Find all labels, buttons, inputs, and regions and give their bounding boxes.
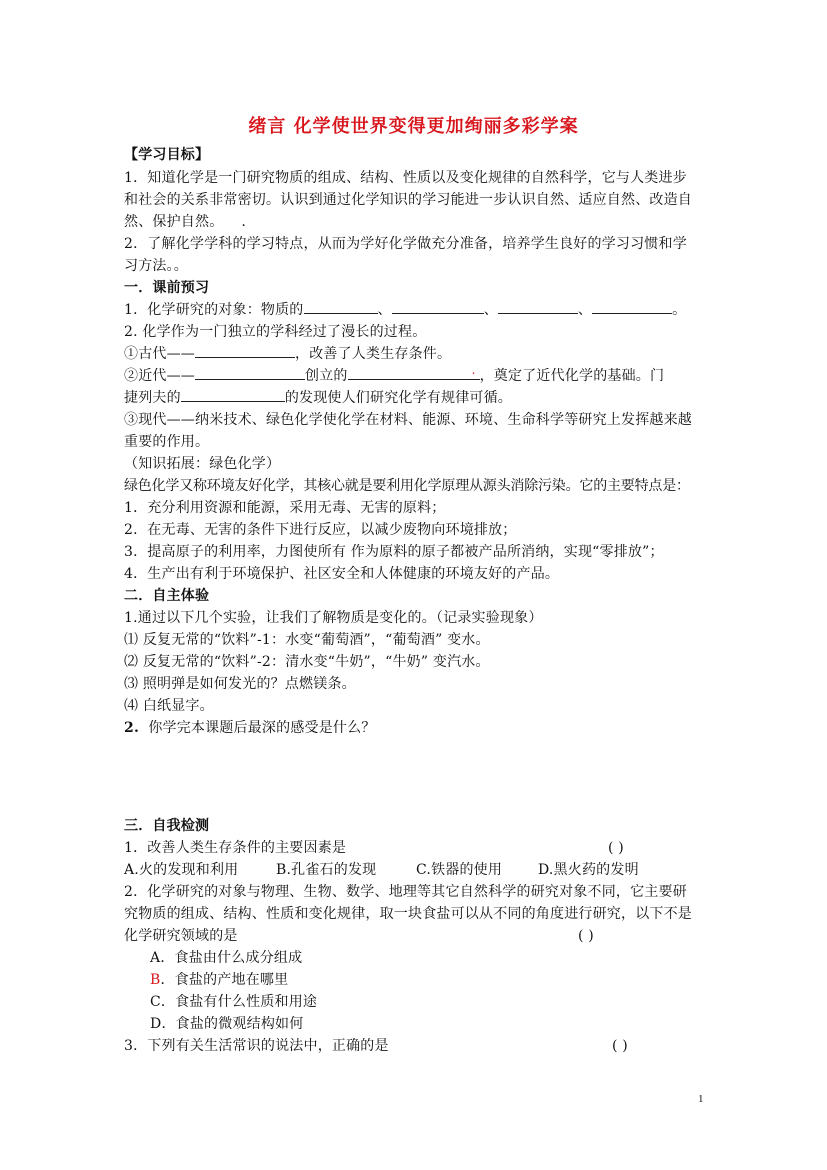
experiment-4: ⑷ 白纸显字。 xyxy=(124,698,214,714)
goal-1-line-3-text: 然、保护自然。 xyxy=(124,214,224,230)
fill-blank[interactable] xyxy=(498,300,578,314)
experience-q2-text: 你学完本课题后最深的感受是什么？ xyxy=(148,720,376,736)
separator: 、 xyxy=(377,302,392,318)
separator: 、 xyxy=(577,302,593,318)
check-q1 xyxy=(124,838,664,858)
check-q3-text: 3．下列有关生活常识的说法中，正确的是 xyxy=(124,1038,389,1054)
fill-blank[interactable] xyxy=(392,300,484,314)
preview-mendeleev xyxy=(124,388,512,408)
experience-q2-number: 2. xyxy=(124,720,140,736)
extension-intro: 绿色化学又称环境友好化学，其核心就是要利用化学原理从源头消除污染。它的主要特点是： xyxy=(124,478,690,494)
mendeleev-text-2: 的发现使人们研究化学有规律可循。 xyxy=(284,390,513,406)
modern-text-2: ，奠定了近代化学的基础。门 xyxy=(479,368,665,384)
preview-ancient xyxy=(124,344,451,364)
preview-current-2: 重要的作用。 xyxy=(124,434,210,450)
check-q2-text: 化学研究领域的是 xyxy=(124,928,238,944)
preview-current-1: ③现代——纳米技术、绿色化学使化学在材料、能源、环境、生命科学等研究上发挥越来越 xyxy=(124,412,692,428)
option-b: B.孔雀石的发现 xyxy=(276,862,377,878)
separator: 、 xyxy=(483,302,498,318)
goals-heading: 【学习目标】 xyxy=(124,147,210,163)
option-text: ．食盐有什么性质和用途 xyxy=(160,994,318,1010)
experiment-1: ⑴ 反复无常的“饮料”-1：水变“葡萄酒”，“葡萄酒” 变水。 xyxy=(124,632,490,648)
check-q1-text: 1．改善人类生存条件的主要因素是 xyxy=(124,840,347,856)
check-q2-line-2: 究物质的组成、结构、性质和变化规律，取一块食盐可以从不同的角度进行研究，以下不是 xyxy=(124,906,692,922)
mendeleev-text-1: 捷列夫的 xyxy=(124,390,181,406)
answer-parentheses: ( ) xyxy=(578,928,594,944)
fill-blank[interactable] xyxy=(195,366,305,380)
check-q2-option-d xyxy=(150,1014,303,1034)
option-letter-highlighted: B xyxy=(150,972,161,988)
ancient-label: ①古代—— xyxy=(124,346,195,362)
option-d: D.黑火药的发明 xyxy=(538,862,639,878)
extension-heading: （知识拓展：绿色化学） xyxy=(124,456,281,472)
extension-item-4: 4．生产出有利于环境保护、社区安全和人体健康的环境友好的产品。 xyxy=(124,566,560,582)
option-c: C.铁器的使用 xyxy=(416,862,503,878)
goal-1-line-2: 和社会的关系非常密切。认识到通过化学知识的学习能进一步认识自然、适应自然、改造自 xyxy=(124,192,692,208)
fill-blank[interactable] xyxy=(592,300,672,314)
check-q2-line-3 xyxy=(124,926,644,946)
option-text: ．食盐由什么成分组成 xyxy=(160,950,303,966)
answer-parentheses: ( ) xyxy=(612,1038,628,1054)
fill-blank[interactable] xyxy=(181,388,285,402)
goal-2-line-2: 习方法。。 xyxy=(124,258,188,274)
option-a: A.火的发现和利用 xyxy=(124,862,239,878)
preview-q1-text: 1．化学研究的对象：物质的 xyxy=(124,302,304,318)
check-q2-option-a xyxy=(150,948,302,968)
check-q3 xyxy=(124,1036,684,1056)
page-number: 1 xyxy=(698,1093,704,1105)
preview-q1 xyxy=(124,300,686,320)
ancient-text: ，改善了人类生存条件。 xyxy=(295,346,452,362)
experiment-2: ⑵ 反复无常的“饮料”-2：清水变“牛奶”，“牛奶” 变汽水。 xyxy=(124,654,490,670)
modern-label: ②近代—— xyxy=(124,368,195,384)
experiment-3: ⑶ 照明弹是如何发光的？点燃镁条。 xyxy=(124,676,356,692)
page-title: 绪言 化学使世界变得更加绚丽多彩学案 xyxy=(248,116,579,137)
preview-q2: 2. 化学作为一门独立的学科经过了漫长的过程。 xyxy=(124,324,427,340)
option-letter: A xyxy=(150,950,161,966)
goal-2-line-1: 2．了解化学学科的学习特点，从而为学好化学做充分准备，培养学生良好的学习习惯和学 xyxy=(124,236,687,252)
experience-q1: 1.通过以下几个实验，让我们了解物质是变化的。（记录实验现象） xyxy=(124,610,543,626)
option-letter: C xyxy=(150,994,161,1010)
option-letter: D xyxy=(150,1016,162,1032)
check-q2-line-1: 2．化学研究的对象与物理、生物、数学、地理等其它自然科学的研究对象不同，它主要研 xyxy=(124,884,687,900)
fill-blank[interactable] xyxy=(195,344,295,358)
fill-blank[interactable] xyxy=(348,363,480,380)
check-heading: 三．自我检测 xyxy=(124,818,210,834)
experience-q2 xyxy=(124,718,376,738)
option-text: ．食盐的微观结构如何 xyxy=(161,1016,304,1032)
stray-dot: . xyxy=(241,214,247,230)
preview-heading: 一．课前预习 xyxy=(124,280,210,296)
extension-item-3: 3．提高原子的利用率，力图使所有 作为原料的原子都被产品所消纳，实现“零排放”； xyxy=(124,544,664,560)
modern-text-1: 创立的 xyxy=(305,368,348,384)
period: 。 xyxy=(672,302,687,318)
experience-heading: 二．自主体验 xyxy=(124,588,210,604)
preview-modern-era xyxy=(124,363,665,386)
extension-item-2: 2．在无毒、无害的条件下进行反应，以减少废物向环境排放； xyxy=(124,522,517,538)
option-text: ．食盐的产地在哪里 xyxy=(160,972,289,988)
fill-blank[interactable] xyxy=(304,300,378,314)
check-q2-option-c xyxy=(150,992,317,1012)
goal-1-line-1: 1．知道化学是一门研究物质的组成、结构、性质以及变化规律的自然科学，它与人类进步 xyxy=(124,170,687,186)
answer-parentheses: ( ) xyxy=(608,840,624,856)
red-mark: . xyxy=(471,363,476,377)
check-q2-option-b xyxy=(150,970,288,990)
goal-1-line-3 xyxy=(124,212,246,232)
extension-item-1: 1．充分利用资源和能源，采用无毒、无害的原料； xyxy=(124,500,446,516)
